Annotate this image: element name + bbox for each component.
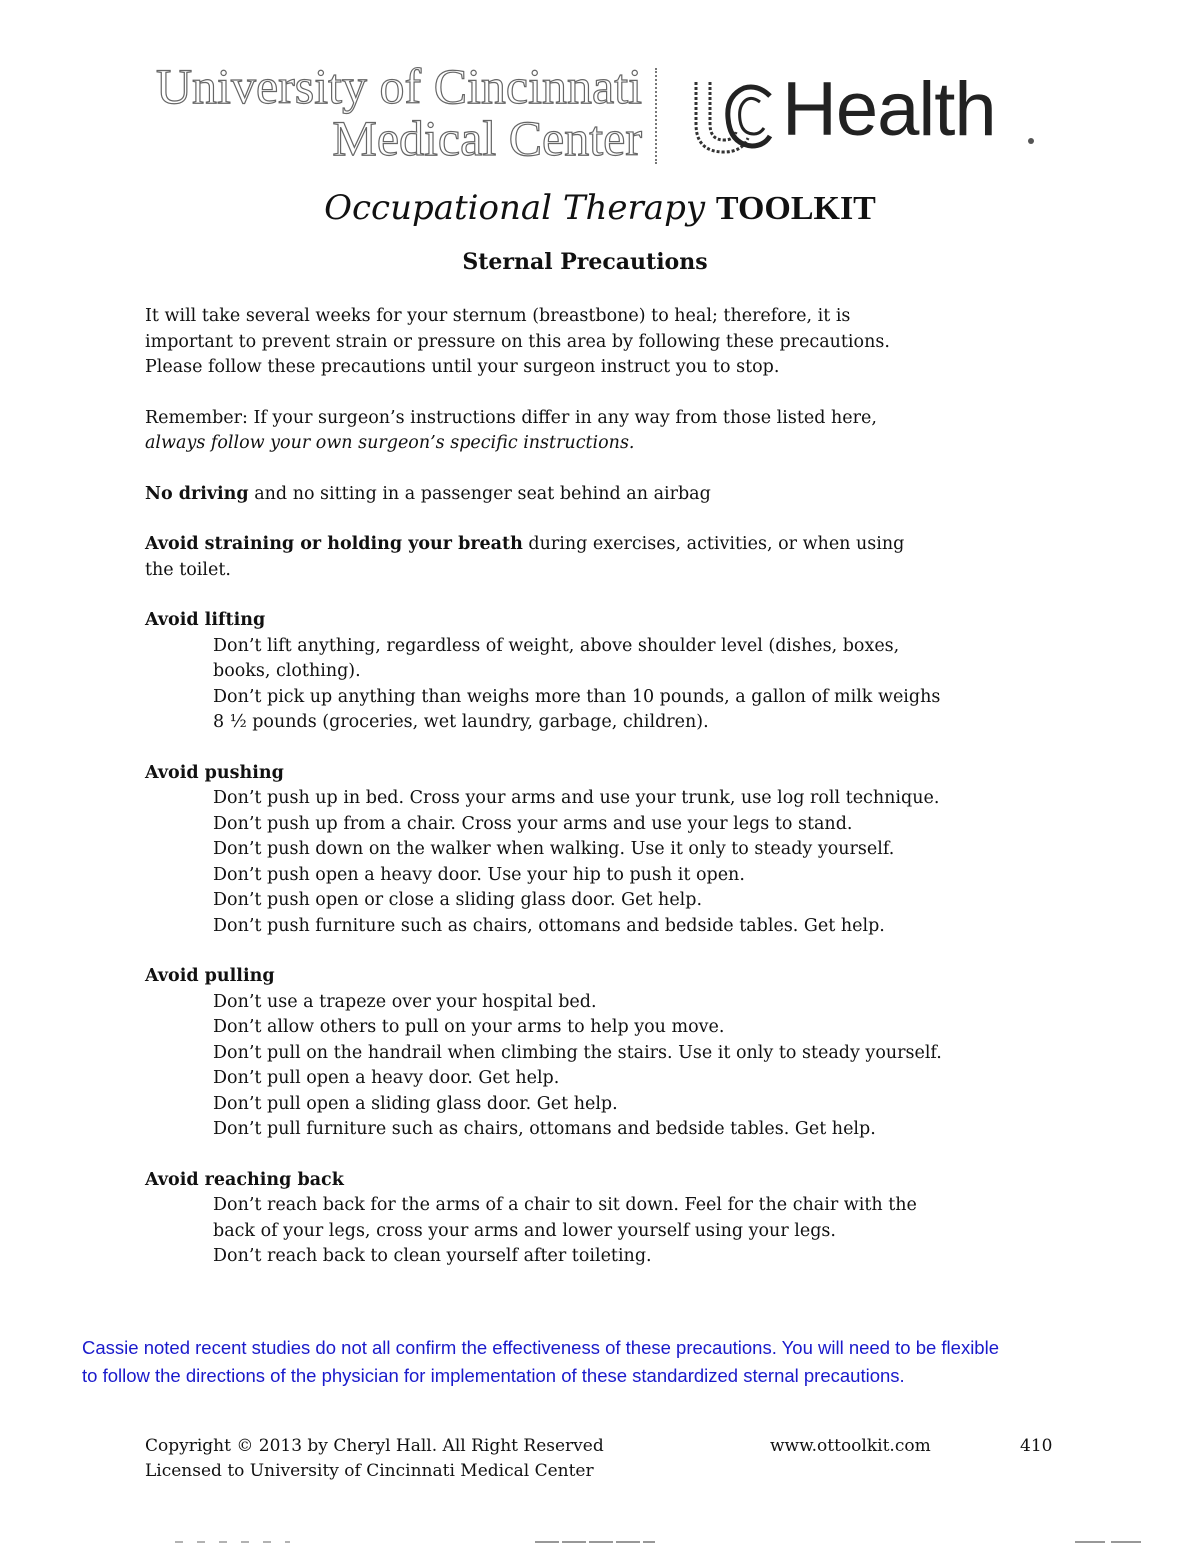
straining-bold: Avoid straining or holding your breath [145, 534, 523, 554]
section-line: Don’t pull furniture such as chairs, ottomans and bedside tables. Get help. [213, 1119, 876, 1139]
section-line: Don’t pull open a sliding glass door. Get help. [213, 1093, 618, 1114]
copyright-text: Copyright © 2013 by Cheryl Hall. All Right Reserved [145, 1436, 604, 1456]
document-body [145, 304, 1045, 1270]
logo-divider [655, 68, 657, 164]
scan-artifact-marks [0, 1530, 1200, 1550]
org-name-line2: Medical Center [332, 110, 642, 166]
section-line: Don’t pick up anything than weighs more than 10 pounds, a gallon of milk weighs [213, 686, 941, 707]
driving-rest: and no sitting in a passenger seat behind an airbag [248, 483, 711, 504]
section-line: Don’t push down on the walker when walking. Use it only to steady yourself. [213, 839, 895, 859]
intro-line: It will take several weeks for your sternum (breastbone) to heal; therefore, it is [145, 306, 851, 326]
toolkit-title [0, 186, 1200, 231]
section-heading-pulling: Avoid pulling [145, 966, 275, 986]
toolkit-title-script: Occupational Therapy [324, 188, 706, 228]
straining-rest: during exercises, activities, or when using [522, 534, 905, 554]
page-number: 410 [1020, 1436, 1053, 1456]
toolkit-title-bold: TOOLKIT [715, 190, 876, 227]
section-line: books, clothing). [213, 661, 361, 681]
section-line: 8 ½ pounds (groceries, wet laundry, garbage, children). [213, 712, 709, 732]
section-heading-pushing: Avoid pushing [145, 762, 284, 783]
section-line: Don’t push open or close a sliding glass door. Get help. [213, 890, 703, 910]
section-heading-reaching: Avoid reaching back [145, 1169, 344, 1190]
note-line: to follow the directions of the physician for implementation of these standardized sternal precautions. [82, 1365, 905, 1386]
remember-emphasis: always follow your own surgeon’s specific instructions. [145, 433, 635, 453]
footer-url-link[interactable]: www.ottoolkit.com [770, 1436, 931, 1456]
section-line: Don’t reach back to clean yourself after toileting. [213, 1246, 652, 1266]
straining-line2: the toilet. [145, 559, 231, 580]
brand-trademark-dot [1028, 138, 1034, 144]
section-line: Don’t push open a heavy door. Use your hip to push it open. [213, 864, 745, 885]
section-line: Don’t allow others to pull on your arms to help you move. [213, 1017, 725, 1037]
section-line: Don’t push up from a chair. Cross your arms and use your legs to stand. [213, 813, 853, 834]
driving-line [145, 482, 1045, 508]
section-line: Don’t push furniture such as chairs, ottomans and bedside tables. Get help. [213, 915, 885, 936]
section-line: Don’t reach back for the arms of a chair to sit down. Feel for the chair with the [213, 1195, 917, 1215]
straining-line [145, 532, 1045, 558]
intro-line: important to prevent strain or pressure on this area by following these precautions. [145, 331, 890, 352]
org-name-line1: University of Cincinnati [155, 58, 642, 114]
section-line: Don’t use a trapeze over your hospital bed. [213, 991, 597, 1012]
uc-logo-icon [690, 72, 774, 160]
section-line: Don’t pull on the handrail when climbing the stairs. Use it only to steady yourself. [213, 1042, 942, 1063]
header-logo [120, 60, 1060, 170]
driving-bold: No driving [145, 483, 249, 504]
page-footer [145, 1434, 1065, 1484]
intro-line: Please follow these precautions until your surgeon instruct you to stop. [145, 357, 780, 377]
section-line: Don’t pull open a heavy door. Get help. [213, 1068, 560, 1088]
page-title: Sternal Precautions [462, 249, 708, 275]
section-line: Don’t lift anything, regardless of weight, above shoulder level (dishes, boxes, [213, 635, 900, 656]
section-heading-lifting: Avoid lifting [145, 610, 266, 630]
org-name [132, 60, 642, 164]
remember-line: Remember: If your surgeon’s instructions differ in any way from those listed here, [145, 407, 877, 428]
annotation-note [82, 1334, 1162, 1390]
note-line: Cassie noted recent studies do not all confirm the effectiveness of these precautions. You will need to be flexible [82, 1337, 999, 1358]
license-text: Licensed to University of Cincinnati Medical Center [145, 1461, 594, 1481]
section-line: Don’t push up in bed. Cross your arms and use your trunk, use log roll technique. [213, 788, 940, 808]
section-line: back of your legs, cross your arms and lower yourself using your legs. [213, 1220, 836, 1241]
brand-health: Health [782, 67, 996, 152]
